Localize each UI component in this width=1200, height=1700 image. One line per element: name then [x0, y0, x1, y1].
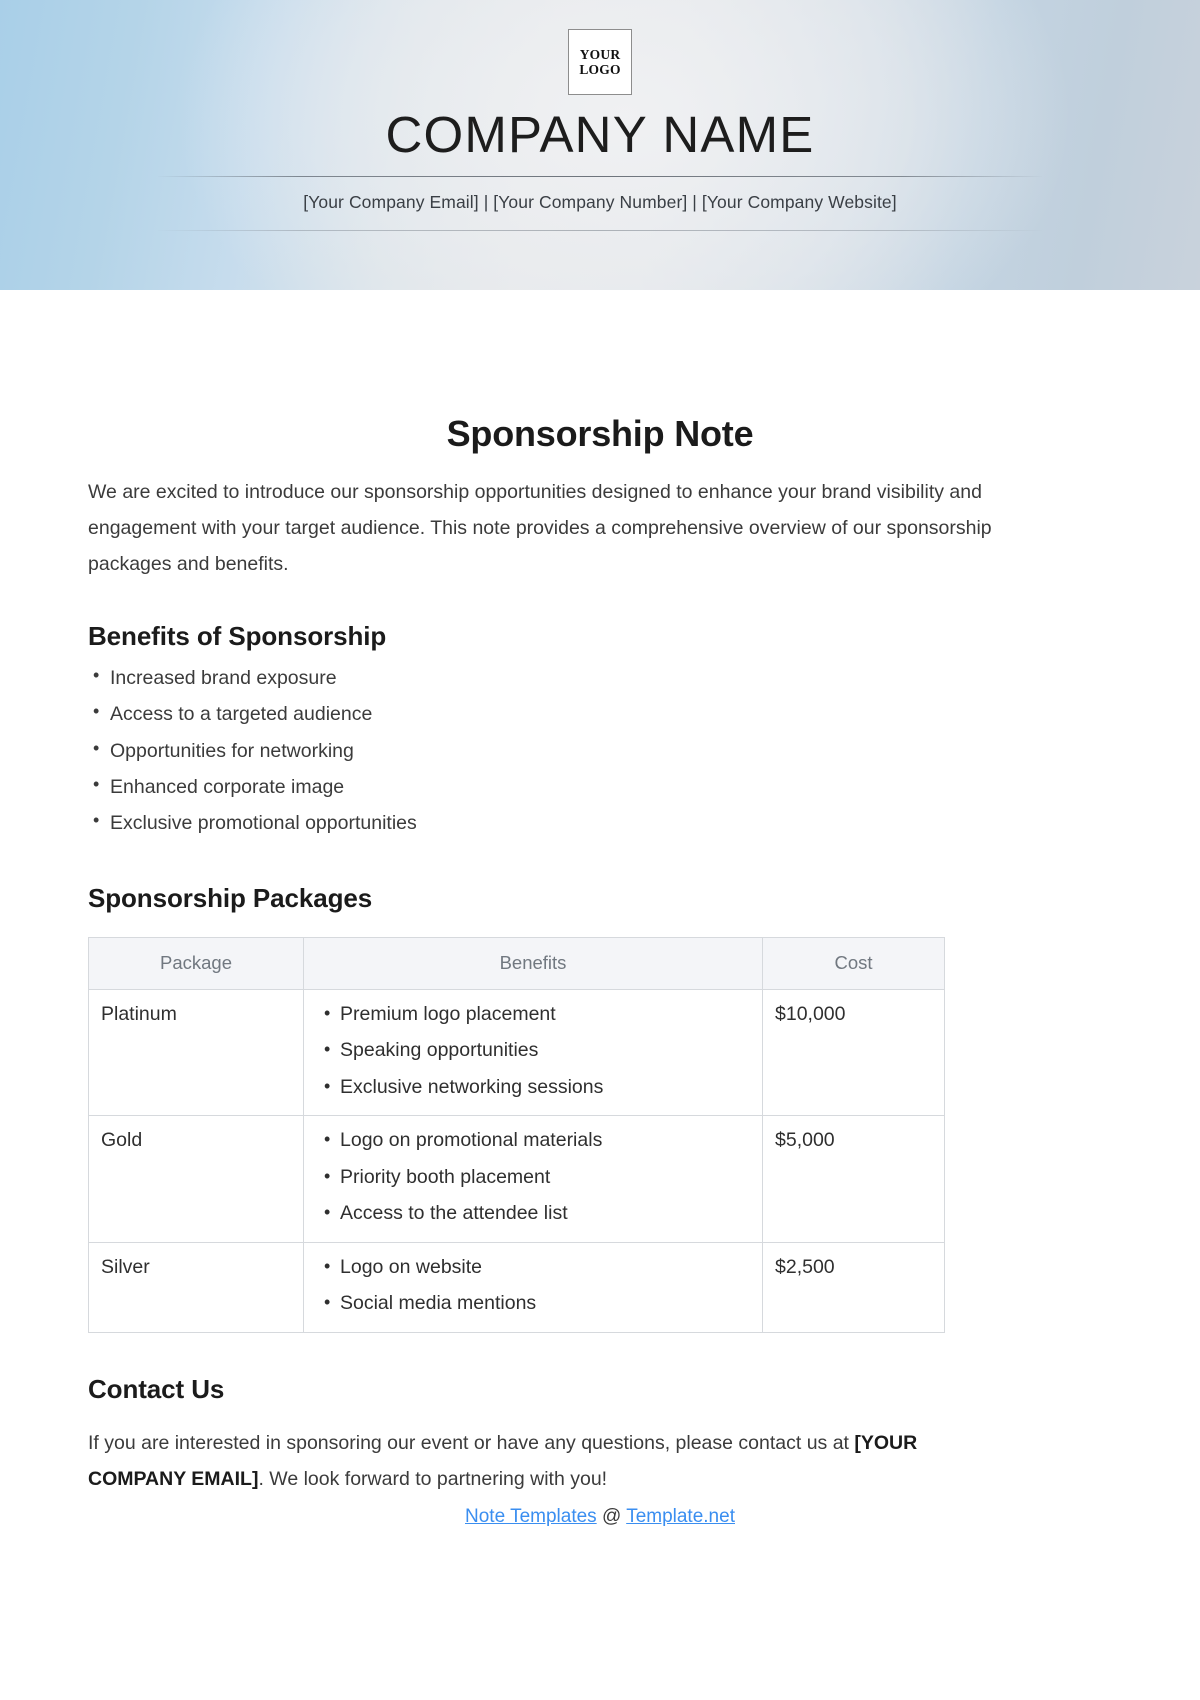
benefit-bullet-list: [316, 1131, 752, 1224]
list-item: • Exclusive promotional opportunities: [88, 805, 1112, 841]
list-item: • Access to the attendee list: [316, 1204, 752, 1224]
list-item: • Priority booth placement: [316, 1168, 752, 1188]
note-templates-link[interactable]: Note Templates: [465, 1506, 597, 1528]
document-header-banner: [0, 0, 1200, 290]
benefit-bullet-list: [316, 1255, 752, 1315]
benefit-bullet-list: [316, 1002, 752, 1098]
column-header-benefits: Benefits: [304, 937, 763, 989]
document-body: [0, 413, 1200, 1528]
header-content: [0, 0, 1200, 231]
table-row: [89, 1116, 945, 1243]
cell-package-cost: $5,000: [763, 1116, 945, 1243]
cell-package-benefits: [304, 1116, 763, 1243]
cell-package-benefits: [304, 989, 763, 1116]
contact-section-heading: Contact Us: [88, 1373, 225, 1404]
footer-credit: [88, 1506, 1112, 1528]
table-header: [89, 937, 945, 989]
column-header-package: Package: [89, 937, 304, 989]
column-header-cost: Cost: [763, 937, 945, 989]
header-contact-placeholders: [Your Company Email] | [Your Company Number] | [Your Company Website]: [303, 192, 897, 213]
contact-text-after: . We look forward to partnering with you!: [258, 1467, 608, 1490]
cell-package-benefits: [304, 1242, 763, 1332]
benefits-list: [88, 660, 1112, 841]
table-row: [89, 1242, 945, 1332]
packages-table-container: [88, 937, 1112, 1333]
cell-package-cost: $10,000: [763, 989, 945, 1116]
template-net-link[interactable]: Template.net: [626, 1506, 735, 1528]
table-row: [89, 989, 945, 1116]
contact-paragraph: [88, 1425, 1020, 1498]
contact-text-before: If you are interested in sponsoring our event or have any questions, please contact us at: [88, 1431, 855, 1454]
list-item: • Speaking opportunities: [316, 1041, 752, 1061]
table-body: [89, 989, 945, 1332]
list-item: • Exclusive networking sessions: [316, 1078, 752, 1098]
list-item: • Access to a targeted audience: [88, 696, 1112, 732]
list-item: • Premium logo placement: [316, 1005, 752, 1025]
benefits-section-heading: Benefits of Sponsorship: [88, 621, 387, 652]
header-divider-top: [158, 176, 1042, 177]
list-item: • Enhanced corporate image: [88, 769, 1112, 805]
cell-package-name: Silver: [89, 1242, 304, 1332]
list-item: • Social media mentions: [316, 1294, 752, 1314]
list-item: • Opportunities for networking: [88, 733, 1112, 769]
footer-separator: @: [596, 1506, 627, 1528]
table-header-row: [89, 937, 945, 989]
company-name-title: COMPANY NAME: [385, 106, 815, 163]
page-title: Sponsorship Note: [446, 413, 754, 454]
list-item: • Increased brand exposure: [88, 660, 1112, 696]
contact-email-placeholder: [YOUR COMPANY EMAIL]: [88, 1431, 918, 1490]
list-item: • Logo on promotional materials: [316, 1131, 752, 1151]
header-divider-bottom: [158, 230, 1042, 231]
list-item: • Logo on website: [316, 1258, 752, 1278]
sponsorship-packages-table: [88, 937, 945, 1333]
cell-package-name: Gold: [89, 1116, 304, 1243]
cell-package-cost: $2,500: [763, 1242, 945, 1332]
company-logo-placeholder: [568, 29, 632, 95]
packages-section-heading: Sponsorship Packages: [88, 882, 373, 913]
logo-line-1: YOUR: [579, 46, 621, 62]
logo-line-2: LOGO: [579, 62, 621, 77]
intro-paragraph: We are excited to introduce our sponsorship opportunities designed to enhance your brand visibility and engagement with your target audience. This note provides a comprehensive overview of our sponsorship packages and benefits.: [88, 481, 992, 576]
cell-package-name: Platinum: [89, 989, 304, 1116]
